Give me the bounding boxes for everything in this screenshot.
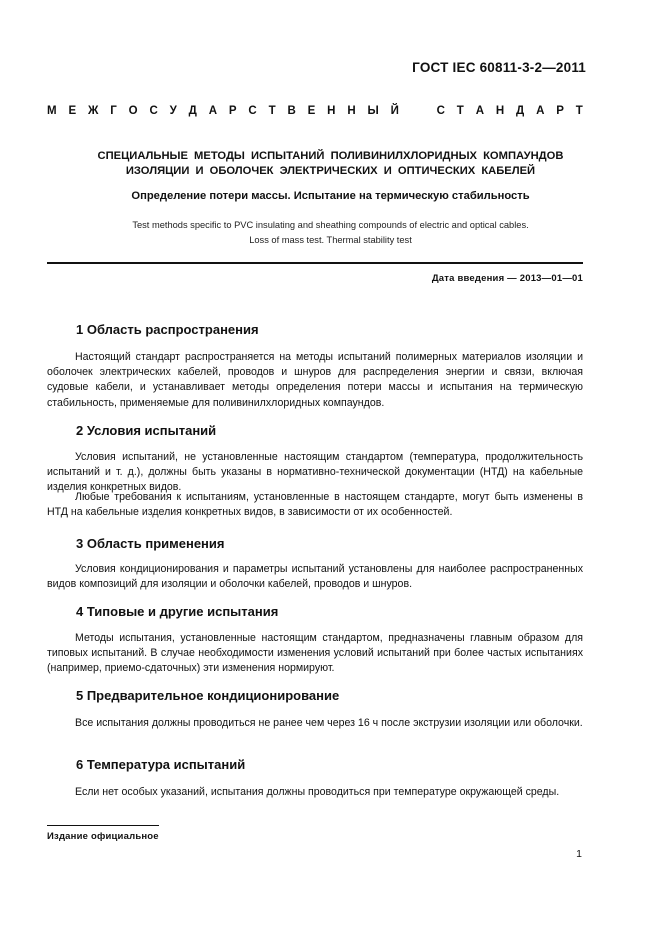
section-6-paragraph-1: Если нет особых указаний, испытания должны проводиться при температуре окружающей среды. (75, 786, 560, 798)
section-3-paragraph-1: Условия кондиционирования и параметры испытаний установлены для наиболее распространенных видов композиций для изоляции и оболочки кабелей, проводов и шнуров. (47, 563, 583, 591)
standard-type-letter: Т (575, 105, 583, 117)
standard-type-letter: М (47, 105, 57, 117)
standard-type-letter: Н (495, 105, 505, 117)
standard-type-letter: Р (556, 105, 564, 117)
standard-type-letter: А (475, 105, 484, 117)
page-number: 1 (576, 848, 582, 860)
section-2-title: 2 Условия испытаний (76, 423, 217, 438)
section-2-paragraph-2: Любые требования к испытаниям, установленные в настоящем стандарте, могут быть изменены в НТД на кабельные изделия конкретных видов, в зависимости от их особенностей. (47, 491, 583, 519)
standard-type-letter: Е (307, 105, 316, 117)
standard-type-letter: С (149, 105, 158, 117)
standard-type-letter: Т (456, 105, 464, 117)
standard-type-letter: Р (228, 105, 237, 117)
title-ru-line-2: ИЗОЛЯЦИИ И ОБОЛОЧЕК ЭЛЕКТРИЧЕСКИХ И ОПТИЧЕСКИХ КАБЕЛЕЙ (125, 165, 536, 177)
standard-type-letter: О (128, 105, 138, 117)
standard-type-letter: Н (327, 105, 336, 117)
standard-type-letter: Н (347, 105, 356, 117)
section-6-title: 6 Температура испытаний (76, 757, 246, 772)
section-5-title: 5 Предварительное кондиционирование (76, 688, 340, 703)
standard-type-letter: Т (268, 105, 276, 117)
section-4-paragraph-1: Методы испытания, установленные настоящим стандартом, предназначены главным образом для типовых испытаний. В случае необходимости изменения условий испытаний при более частых испытаниях (например, приемо-сдаточных) эти изменения нормируют. (47, 632, 583, 675)
edition-note: Издание официальное (47, 831, 159, 842)
standard-type-letter: С (248, 105, 257, 117)
standard-type-letter: С (436, 105, 445, 117)
standard-type-letter: У (169, 105, 177, 117)
standard-type-letter: Г (110, 105, 117, 117)
document-number: ГОСТ IEC 60811-3-2—2011 (412, 60, 586, 75)
title-en-line-1: Test methods specific to PVC insulating and sheathing compounds of electric and optical cables. (132, 220, 529, 230)
standard-type-letter: В (287, 105, 296, 117)
section-4-title: 4 Типовые и другие испытания (76, 604, 279, 619)
document-subtitle-ru: Определение потери массы. Испытание на термическую стабильность (131, 190, 530, 202)
document-title-ru (60, 149, 601, 179)
standard-type-letter: А (536, 105, 545, 117)
standard-type-letter: Е (68, 105, 77, 117)
section-1-title: 1 Область распространения (76, 322, 259, 337)
section-2-paragraph-1: Условия испытаний, не установленные настоящим стандартом (температура, продолжительность испытаний и т. д.), должны быть указаны в нормативно-технической документации (НТД) на кабельные изделия конкретных видов. (47, 451, 583, 494)
standard-type-letter: Ы (367, 105, 379, 117)
standard-type-heading (47, 105, 583, 117)
standard-type-letter: Д (188, 105, 197, 117)
standard-type-letter: А (208, 105, 218, 117)
title-ru-line-1: СПЕЦИАЛЬНЫЕ МЕТОДЫ ИСПЫТАНИЙ ПОЛИВИНИЛХЛОРИДНЫХ КОМПАУНДОВ (97, 150, 564, 162)
standard-type-letter: Ж (87, 105, 99, 117)
document-title-en (60, 218, 601, 248)
section-5-paragraph-1: Все испытания должны проводиться не ранее чем через 16 ч после экструзии изоляции или оболочки. (75, 717, 583, 729)
standard-type-letter: Д (516, 105, 525, 117)
standard-type-letter: Й (390, 105, 399, 117)
section-1-paragraph-1: Настоящий стандарт распространяется на методы испытаний полимерных материалов изоляции и оболочек электрических кабелей, проводов и шнуров для распределения энергии и связи, включая судовые кабели, и устанавливает методы определения потери массы и испытания на термическую стабильность, применяемые для поливинилхлоридных компаундов. (47, 351, 583, 409)
title-en-line-2: Loss of mass test. Thermal stability test (249, 235, 412, 245)
section-3-title: 3 Область применения (76, 536, 225, 551)
word-gap (411, 105, 425, 117)
header-divider (47, 262, 583, 264)
introduction-date: Дата введения — 2013—01—01 (431, 273, 583, 284)
footer-divider (47, 825, 159, 826)
